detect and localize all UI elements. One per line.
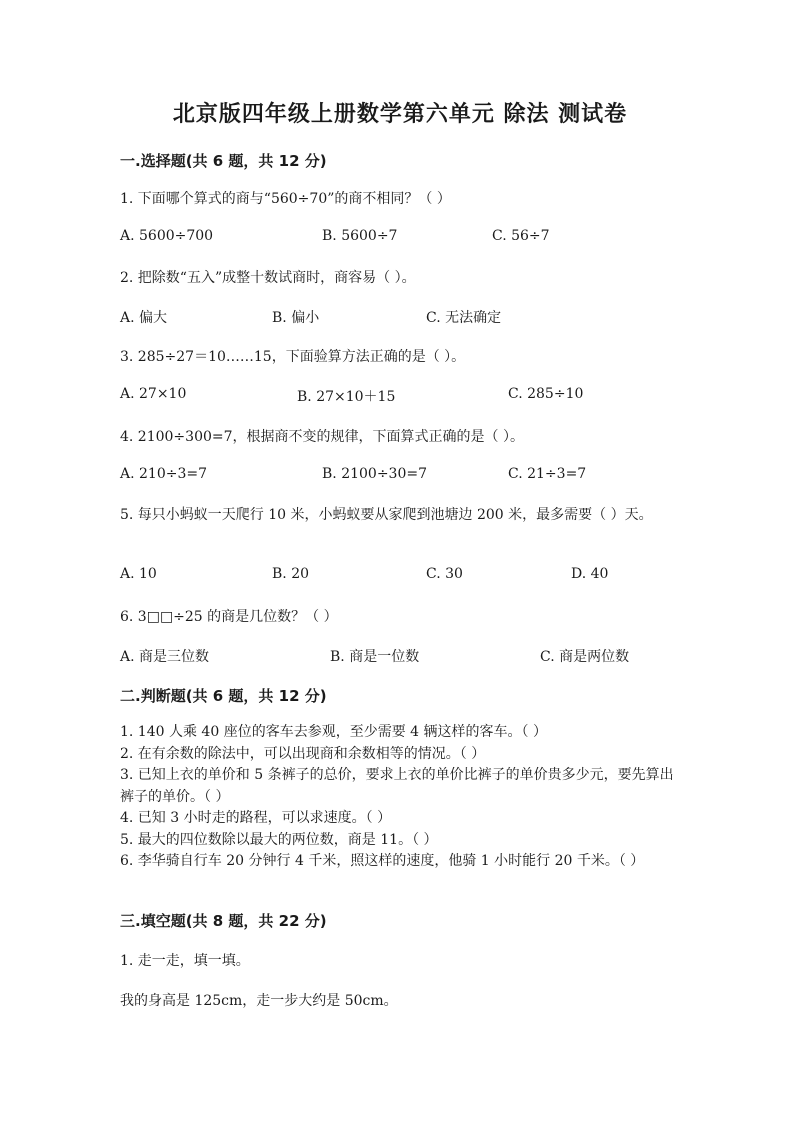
choice-question-5: 5. 每只小蚂蚁一天爬行 10 米，小蚂蚁要从家爬到池塘边 200 米，最多需要（ ）天。 xyxy=(120,507,653,523)
choice-5-option-d: D. 40 xyxy=(571,566,609,582)
judge-item-1: 1. 140 人乘 40 座位的客车去参观，至少需要 4 辆这样的客车。（ ） xyxy=(120,724,547,740)
choice-question-1: 1. 下面哪个算式的商与“560÷70”的商不相同？（ ） xyxy=(120,191,451,207)
choice-1-option-b: B. 5600÷7 xyxy=(322,228,398,244)
choice-3-option-b: B. 27×10＋15 xyxy=(297,389,396,405)
page-title: 北京版四年级上册数学第六单元 除法 测试卷 xyxy=(172,102,628,127)
section-fill-header: 三.填空题(共 8 题，共 22 分) xyxy=(120,912,327,930)
choice-1-option-c: C. 56÷7 xyxy=(492,228,550,244)
judge-item-4: 4. 已知 3 小时走的路程，可以求速度。（ ） xyxy=(120,810,392,826)
choice-6-option-a: A. 商是三位数 xyxy=(120,649,210,665)
choice-2-option-a: A. 偏大 xyxy=(120,310,168,326)
section-choice-header: 一.选择题(共 6 题，共 12 分) xyxy=(120,152,327,170)
judge-item-3: 3. 已知上衣的单价和 5 条裤子的总价，要求上衣的单价比裤子的单价贵多少元，要先算出裤子的单价。（ ） xyxy=(120,767,674,805)
choice-6-option-c: C. 商是两位数 xyxy=(540,649,630,665)
choice-question-3: 3. 285÷27＝10……15，下面验算方法正确的是（ ）。 xyxy=(120,349,466,365)
choice-question-4: 4. 2100÷300=7，根据商不变的规律，下面算式正确的是（ ）。 xyxy=(120,429,524,445)
choice-5-option-a: A. 10 xyxy=(120,566,157,582)
fill-question-1-context: 我的身高是 125cm，走一步大约是 50cm。 xyxy=(120,993,398,1009)
choice-question-2: 2. 把除数“五入”成整十数试商时，商容易（ ）。 xyxy=(120,270,416,286)
choice-5-option-c: C. 30 xyxy=(426,566,463,582)
choice-4-option-c: C. 21÷3=7 xyxy=(508,466,587,482)
judge-item-5: 5. 最大的四位数除以最大的两位数，商是 11。（ ） xyxy=(120,831,438,848)
choice-3-option-a: A. 27×10 xyxy=(120,386,187,402)
section-judge-header: 二.判断题(共 6 题，共 12 分) xyxy=(120,687,327,705)
choice-5-option-b: B. 20 xyxy=(272,566,310,582)
fill-question-1: 1. 走一走，填一填。 xyxy=(120,953,250,969)
choice-4-option-a: A. 210÷3=7 xyxy=(120,466,208,482)
judge-list xyxy=(120,722,680,873)
choice-4-option-b: B. 2100÷30=7 xyxy=(322,466,427,482)
judge-item-2: 2. 在有余数的除法中，可以出现商和余数相等的情况。（ ） xyxy=(120,745,486,762)
choice-3-option-c: C. 285÷10 xyxy=(508,386,584,402)
choice-6-option-b: B. 商是一位数 xyxy=(330,649,420,665)
choice-2-option-b: B. 偏小 xyxy=(272,310,320,326)
choice-question-6: 6. 3□□÷25 的商是几位数？（ ） xyxy=(120,609,338,625)
choice-1-option-a: A. 5600÷700 xyxy=(120,228,214,244)
choice-2-option-c: C. 无法确定 xyxy=(426,310,502,326)
judge-item-6: 6. 李华骑自行车 20 分钟行 4 千米，照这样的速度，他骑 1 小时能行 20 千米。（ ） xyxy=(120,853,645,869)
